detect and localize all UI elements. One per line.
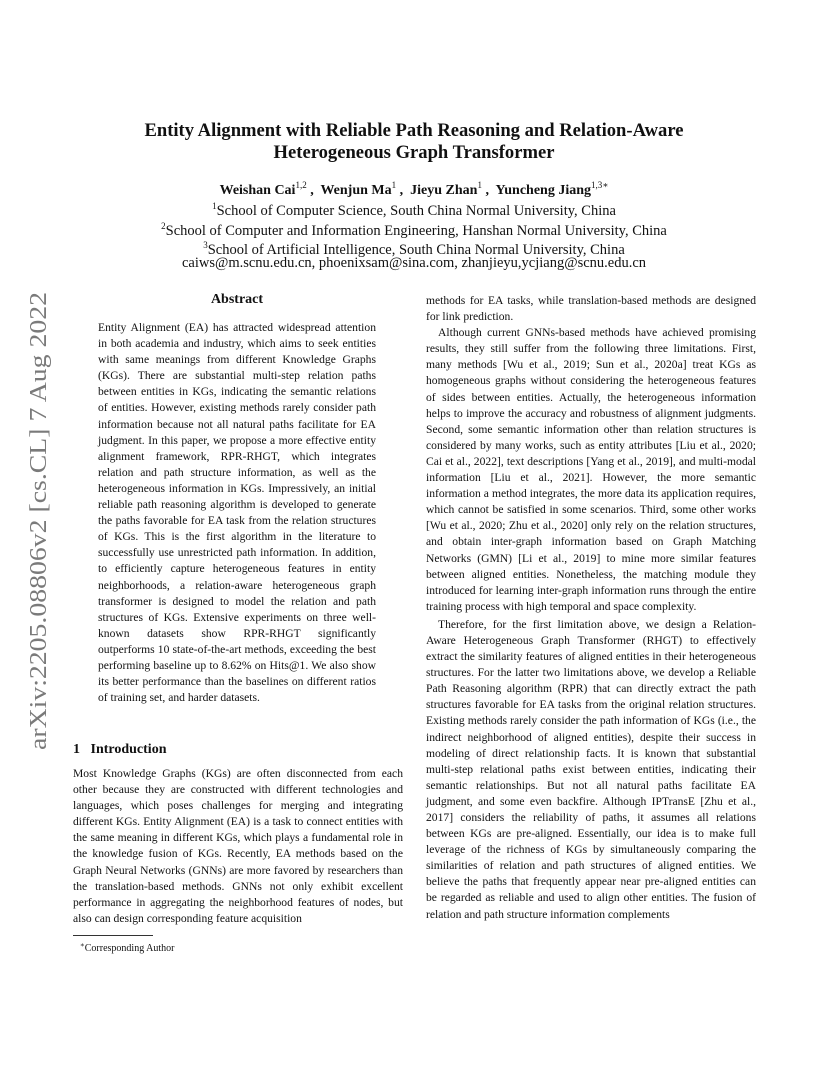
affiliation-mark: 2 (161, 221, 166, 231)
introduction-body (73, 766, 403, 927)
arxiv-identifier-stamp (24, 290, 52, 750)
footnote (80, 938, 174, 956)
footnote-divider (73, 935, 153, 936)
affiliation-text: School of Artificial Intelligence, South China Normal University, China (207, 242, 625, 258)
right-paragraph: Although current GNNs-based methods have achieved promising results, they still suffer from the following three limitations. First, many methods [Wu et al., 2019; Sun et al., 2020a] treat KGs as homogeneous graphs without considering the heterogeneous features of sides between entities. Actually, the heterogeneous information helps to improve the accuracy and robustness of alignment judgments. Second, some semantic information other than relation structures is considered by many works, such as entity attributes [Liu et al., 2020; Cai et al., 2022], text descriptions [Yang et al., 2019], and multi-modal information [Liu et al., 2021]. However, the more semantic information a method integrates, the more data its application requires, which cannot be satisfied in some scenarios. Third, some other works [Wu et al., 2020; Zhu et al., 2020] only rely on the relation structures, and obtain inter-graph information based on Graph Matching Networks (GMN) [Li et al., 2019] to mine more similar features between aligned entities. Nonetheless, the matching module they introduced for learning inter-graph information runs through the entire training process with high temporal and space complexity. (426, 326, 756, 613)
author-list: Weishan Cai$^{1,2}$ , Wenjun Ma$^1$ , Jieyu Zhan$^1$ , Yuncheng Jiang$^{1,3∗}$ (219, 180, 609, 198)
paper-title (60, 120, 768, 164)
author-name: Yuncheng Jiang (495, 183, 592, 198)
author-name: Jieyu Zhan (410, 183, 478, 198)
arxiv-identifier-text: arXiv:2205.08806v2 [cs.CL] 7 Aug 2022 (25, 345, 52, 750)
section-title: Introduction (90, 742, 167, 757)
introduction-heading (73, 742, 166, 758)
right-paragraph-continuation: methods for EA tasks, while translation-based methods are designed for link prediction. (426, 294, 756, 324)
affiliation-text: School of Computer and Information Engineering, Hanshan Normal University, China (165, 223, 667, 239)
paper-title-line-2: Heterogeneous Graph Transformer (273, 142, 555, 163)
affiliation-mark: 1 (212, 201, 217, 211)
author-affiliation-mark: 1,2 (295, 180, 307, 190)
author-name: Weishan Cai (219, 183, 296, 198)
paper-title-line-1: Entity Alignment with Reliable Path Reasoning and Relation-Aware (144, 120, 684, 141)
footnote-text: Corresponding Author (84, 943, 175, 954)
author-affiliation-mark: 1 (391, 180, 397, 190)
abstract-heading: Abstract (210, 292, 264, 307)
section-number: 1 (73, 742, 80, 757)
intro-paragraph: Most Knowledge Graphs (KGs) are often disconnected from each other because they are constructed with different technologies and languages, which poses challenges for merging and integrating different KGs. Entity Alignment (EA) is a task to connect entities with the same meaning in different KGs, which plays a fundamental role in the knowledge fusion of KGs. Recently, EA methods based on the Graph Neural Networks (GNNs) are more favored by researchers than the translation-based methods. GNNs not only exhibit excellent performance in aggregating the neighborhood features of nodes, but also can design corresponding feature acquisition (73, 767, 403, 925)
affiliation-text: School of Computer Science, South China Normal University, China (216, 203, 616, 219)
abstract-text: Entity Alignment (EA) has attracted widespread attention in both academia and industry, which aims to seek entities with same meanings from different Knowledge Graphs (KGs). There are substantial multi-step relation paths between entities in KGs, indicating the semantic relations of entities. However, existing methods rarely consider path information because not all natural paths facilitate for EA judgment. In this paper, we propose a more effective entity alignment framework, RPR-RHGT, which integrates relation and path structure information, as well as the heterogeneous information in KGs. Impressively, an initial reliable path reasoning algorithm is developed to generate the paths favorable for EA task from the relation structures of KGs. This is the first algorithm in the literature to successfully use unrestricted path information. In addition, to efficiently capture heterogeneous features in entity neighborhoods, a relation-aware heterogeneous graph transformer is designed to model the relation and path structures of KGs. Extensive experiments on three well-known datasets show RPR-RHGT significantly outperforms 10 state-of-the-art methods, exceeding the best performing baseline up to 8.62% on Hits@1. We also show its better performance than the baselines on different ratios of training set, and harder datasets. (98, 321, 376, 705)
author-affiliation-mark: 1,3∗ (591, 180, 609, 190)
author-affiliation-mark: 1 (477, 180, 482, 190)
footnote-mark: ∗ (80, 941, 85, 949)
right-paragraph: Therefore, for the first limitation above, we design a Relation-Aware Heterogeneous Graph Transformer (RHGT) to effectively extract the similarity features of aligned entities in their heterogeneous structures. For the latter two limitations above, we develop a Reliable Path Reasoning algorithm (RPR) that can directly extract the path structures favorable for EA tasks from the original relation structures. Existing methods rarely consider the path information of KGs (i.e., the indirect neighborhood of aligned entities), despite their success in modeling of direct relationship facts. It is known that substantial multi-step relational paths exist between entities, indicating their semantic relationships. But not all natural paths facilitate EA judgment, and some even backfire. Although IPTransE [Zhu et al., 2017] considers the reliability of paths, it assumes all relations between KGs are pre-aligned. Essentially, our idea is to make full leverage of the richness of KGs by simultaneously comparing the similarities of relation and path structures of aligned entities. We believe the paths that frequently appear near pre-aligned entities can be regarded as reliable and used to align other entities. The fusion of relation and path structure information complements (426, 617, 756, 921)
author-name: Wenjun Ma (320, 183, 392, 198)
author-emails: caiws@m.scnu.edu.cn, phoenixsam@sina.com, zhanjieyu,ycjiang@scnu.edu.cn (181, 255, 647, 271)
right-column-body (426, 293, 756, 923)
abstract-body (98, 320, 376, 706)
affiliation-mark: 3 (203, 240, 208, 250)
